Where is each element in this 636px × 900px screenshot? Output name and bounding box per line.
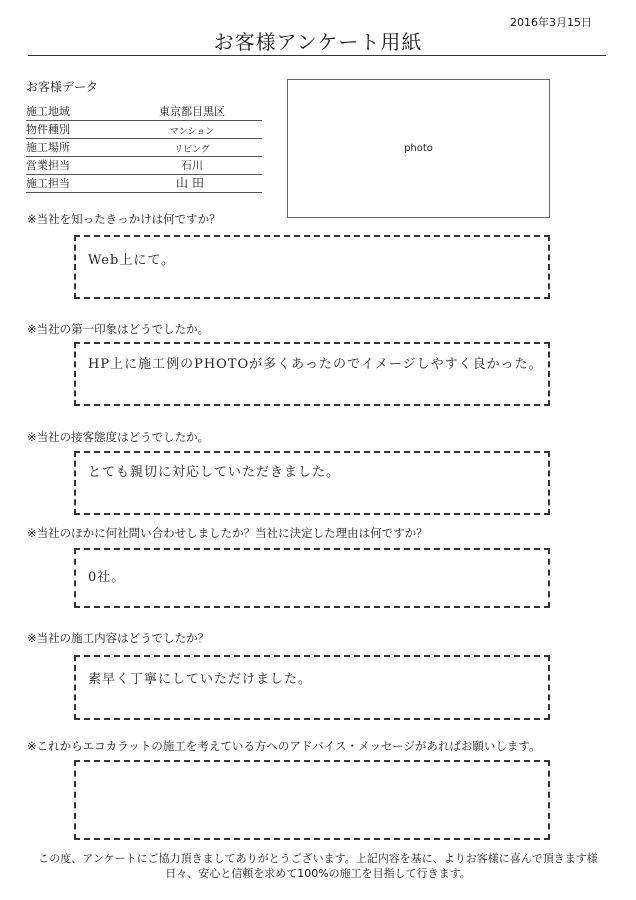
answer-text-1: Web上にて。 xyxy=(88,253,176,268)
answer-text-5: 素早く丁寧にしていただけました。 xyxy=(88,672,313,687)
customer-table xyxy=(26,103,262,193)
customer-row-area xyxy=(26,103,262,121)
answer-text-3: とても親切に対応していただきました。 xyxy=(88,465,341,480)
question-5: ※当社の施工内容はどうでしたか？ xyxy=(27,631,210,645)
footer-line-2: 日々、安心と信頼を求めて100%の施工を目指して行きます。 xyxy=(165,867,471,880)
answer-box-5 xyxy=(74,655,550,720)
answer-box-1 xyxy=(74,235,550,299)
answer-text-2: HP上に施工例のPHOTOが多くあったのでイメージしやすく良かった。 xyxy=(88,357,543,372)
footer-line-1: この度、アンケートにご協力頂きましてありがとうございます。上記内容を基に、よりお客様に喜んで頂きます様 xyxy=(38,852,598,865)
row-value: 東京都目黒区 xyxy=(159,105,225,118)
row-value: マンション xyxy=(169,127,215,137)
answer-box-6 xyxy=(74,760,550,840)
page-title: お客様アンケート用紙 xyxy=(213,30,423,54)
question-2: ※当社の第一印象はどうでしたか。 xyxy=(27,322,210,336)
customer-row-sales-rep xyxy=(26,157,262,175)
customer-row-property-type xyxy=(26,121,262,139)
row-key: 施工担当 xyxy=(26,177,70,190)
answer-text-4: 0社。 xyxy=(88,570,126,585)
row-key: 営業担当 xyxy=(26,159,70,172)
row-value-handwritten: 山田 xyxy=(175,176,208,190)
customer-row-location xyxy=(26,139,262,157)
question-3: ※当社の接客態度はどうでしたか。 xyxy=(27,430,210,444)
row-value: 石川 xyxy=(181,159,203,172)
row-value: リビング xyxy=(174,145,210,155)
photo-label: photo xyxy=(404,143,433,154)
date: 2016年3月15日 xyxy=(510,16,592,29)
row-key: 施工地域 xyxy=(26,105,70,118)
answer-box-3 xyxy=(74,451,550,515)
customer-data-label: お客様データ xyxy=(26,80,99,94)
customer-row-installer xyxy=(26,175,262,193)
answer-box-2 xyxy=(74,342,550,406)
photo-placeholder xyxy=(287,79,550,218)
answer-box-4 xyxy=(74,548,550,608)
row-key: 物件種別 xyxy=(26,123,70,136)
question-4: ※当社のほかに何社問い合わせしましたか？当社に決定した理由は何ですか？ xyxy=(27,526,428,540)
title-rule xyxy=(28,55,606,56)
question-6: ※これからエコカラットの施工を考えている方へのアドバイス・メッセージがあればお願いします。 xyxy=(27,739,541,753)
footer-message xyxy=(0,851,636,881)
row-key: 施工場所 xyxy=(26,141,70,154)
question-1: ※当社を知ったきっかけは何ですか？ xyxy=(27,212,221,226)
